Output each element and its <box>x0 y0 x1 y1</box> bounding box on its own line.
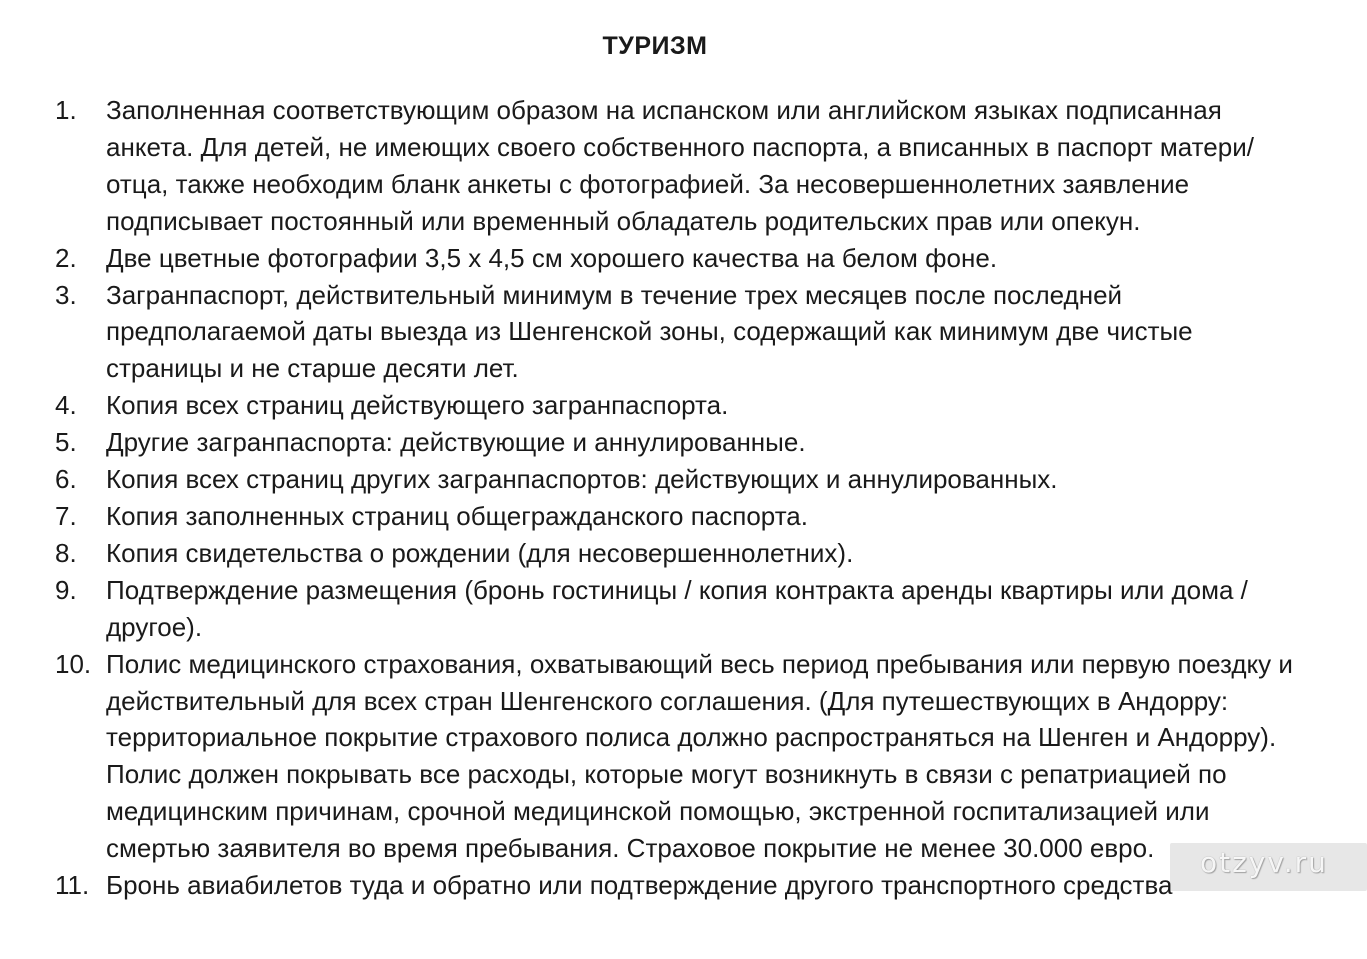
list-item <box>0 424 1306 461</box>
watermark <box>1170 843 1367 891</box>
list-item <box>0 277 1306 388</box>
list-item-number: 4. <box>55 390 77 421</box>
list-item-text: Копия всех страниц других загранпаспортов: действующих и аннулированных. <box>106 464 1058 495</box>
watermark-text: otzyv.ru <box>1200 846 1328 879</box>
list-item <box>0 92 1306 240</box>
list-item-text: Две цветные фотографии 3,5 х 4,5 см хорошего качества на белом фоне. <box>106 242 998 273</box>
list-item-text: Подтверждение размещения (бронь гостиницы / копия контракта аренды квартиры или дома / другое). <box>106 574 1248 642</box>
list-item-number: 9. <box>55 574 77 605</box>
list-item-text: Копия свидетельства о рождении (для несовершеннолетних). <box>106 537 854 568</box>
list-item-number: 10. <box>55 648 92 679</box>
list-item <box>0 240 1306 277</box>
list-item <box>0 646 1306 867</box>
list-item-text: Загранпаспорт, действительный минимум в течение трех месяцев после последней предполагаемой даты выезда из Шенгенской зоны, содержащий как минимум две чистые страницы и не старше десяти лет. <box>106 279 1193 384</box>
list-item-number: 7. <box>55 500 77 531</box>
list-item-number: 2. <box>55 242 77 273</box>
list-item-number: 8. <box>55 537 77 568</box>
document-title: ТУРИЗМ <box>602 32 708 60</box>
list-item-number: 6. <box>55 464 77 495</box>
list-item <box>0 387 1306 424</box>
list-item-text: Копия всех страниц действующего загранпаспорта. <box>106 390 729 421</box>
list-item-text: Заполненная соответствующим образом на испанском или английском языках подписанная анкета. Для детей, не имеющих своего собственного паспорта, а вписанных в паспорт матери/отца, также необходим бланк анкеты с фотографией. За несовершеннолетних заявление подписывает постоянный или временный обладатель родительских прав или опекун. <box>106 95 1254 236</box>
list-item <box>0 572 1306 646</box>
requirements-list <box>0 92 1367 904</box>
list-item-text: Полис медицинского страхования, охватывающий весь период пребывания или первую поездку и действительный для всех стран Шенгенского соглашения. (Для путешествующих в Андорру: территориальное покрытие страхового полиса должно распространяться на Шенген и Андорру). Полис должен покрывать все расходы, которые могут возникнуть в связи с репатриацией по медицинским причинам, срочной медицинской помощью, экстренной госпитализацией или смертью заявителя во время пребывания. Страховое покрытие не менее 30.000 евро. <box>106 648 1293 864</box>
list-item <box>0 535 1306 572</box>
list-item-text: Другие загранпаспорта: действующие и аннулированные. <box>106 427 806 458</box>
list-item-number: 5. <box>55 427 77 458</box>
list-item <box>0 867 1306 904</box>
list-item <box>0 461 1306 498</box>
list-item-text: Копия заполненных страниц общегражданского паспорта. <box>106 500 808 531</box>
list-item <box>0 498 1306 535</box>
list-item-text: Бронь авиабилетов туда и обратно или подтверждение другого транспортного средства <box>106 870 1173 901</box>
list-item-number: 1. <box>55 95 77 125</box>
list-item-number: 11. <box>55 870 90 901</box>
list-item-number: 3. <box>55 279 77 310</box>
